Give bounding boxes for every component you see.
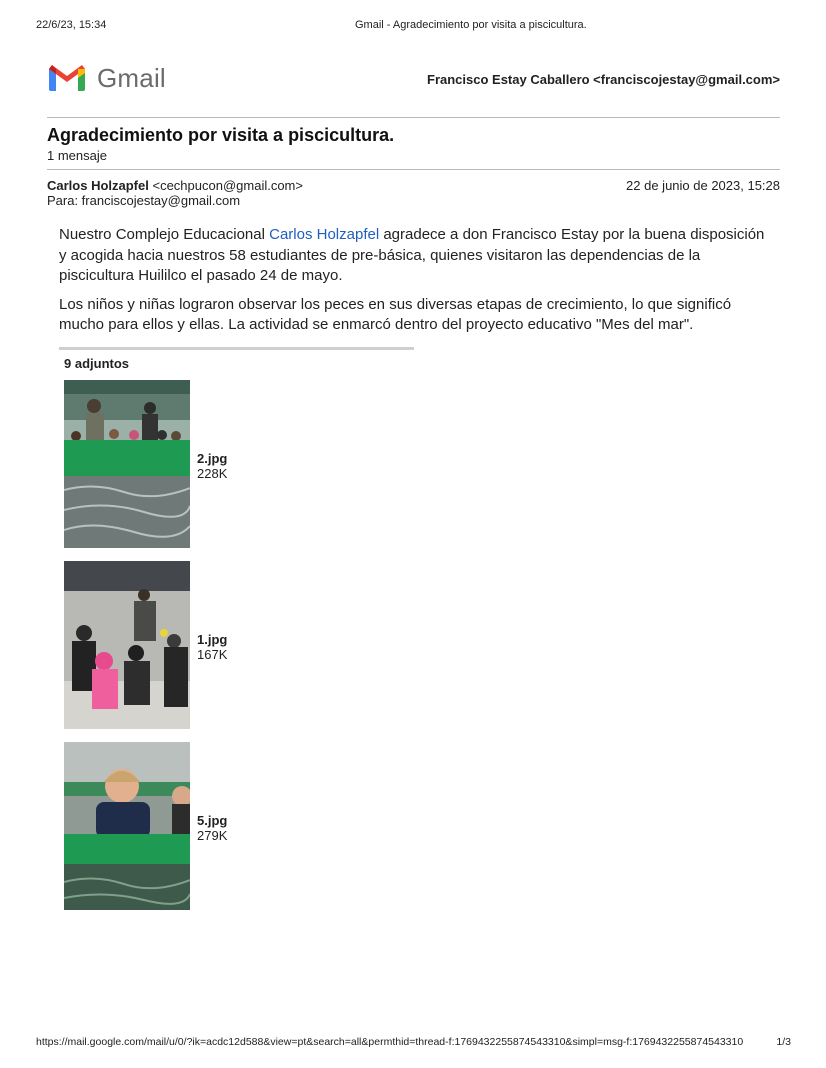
body-paragraph: Los niños y niñas lograron observar los peces en sus diversas etapas de crecimiento, lo que significó mucho para ellos y ellas. La actividad se enmarcó dentro del proyecto educativo "Mes del mar".	[59, 295, 732, 333]
sender-name: Carlos Holzapfel	[47, 178, 149, 193]
photo-fish-tanks	[64, 380, 190, 548]
message-body	[59, 225, 774, 344]
divider	[47, 117, 780, 118]
gmail-m-icon	[47, 63, 87, 93]
attachment-thumbnail[interactable]	[64, 742, 190, 910]
attachments-divider	[59, 347, 414, 350]
body-paragraph	[59, 225, 774, 287]
attachment-size: 167K	[197, 647, 228, 662]
print-page-number: 1/3	[776, 1036, 791, 1048]
account-info: Francisco Estay Caballero <franciscojestay@gmail.com>	[427, 72, 780, 87]
attachment-name[interactable]: 5.jpg	[197, 813, 228, 828]
attachment-thumbnail[interactable]	[64, 380, 190, 548]
photo-children-group	[64, 561, 190, 729]
body-text: agradece a don Francisco Estay por la buena disposición y acogida hacia nuestros 58 estudiantes de pre-básica, quienes visitaron las dependencias de la piscicultura Huililco el pasado 24 de mayo.	[59, 226, 765, 284]
sender-link[interactable]: Carlos Holzapfel	[269, 226, 380, 243]
photo-child-at-tank	[64, 742, 190, 910]
print-datetime: 22/6/23, 15:34	[36, 19, 107, 31]
attachment-thumbnail[interactable]	[64, 561, 190, 729]
print-page-title: Gmail - Agradecimiento por visita a piscicultura.	[355, 19, 587, 31]
message-date: 22 de junio de 2023, 15:28	[626, 178, 780, 193]
attachment-name[interactable]: 1.jpg	[197, 632, 228, 647]
sender-email: <cechpucon@gmail.com>	[152, 178, 303, 193]
thread-subject: Agradecimiento por visita a piscicultura.	[47, 125, 395, 145]
print-url: https://mail.google.com/mail/u/0/?ik=acdc12d588&view=pt&search=all&permthid=thread-f:1769432255874543310&simpl=msg-f:1769432255874543310	[36, 1036, 744, 1048]
gmail-logo[interactable]	[47, 60, 177, 96]
attachments-title: 9 adjuntos	[64, 356, 130, 371]
attachment-name[interactable]: 2.jpg	[197, 451, 228, 466]
gmail-logo-text: Gmail	[97, 62, 166, 93]
divider	[47, 169, 780, 170]
body-text: Nuestro Complejo Educacional	[59, 226, 270, 243]
message-count: 1 mensaje	[47, 148, 107, 163]
attachment-size: 279K	[197, 828, 228, 843]
recipient: Para: franciscojestay@gmail.com	[47, 193, 241, 208]
attachment-size: 228K	[197, 466, 228, 481]
sender	[47, 178, 303, 193]
